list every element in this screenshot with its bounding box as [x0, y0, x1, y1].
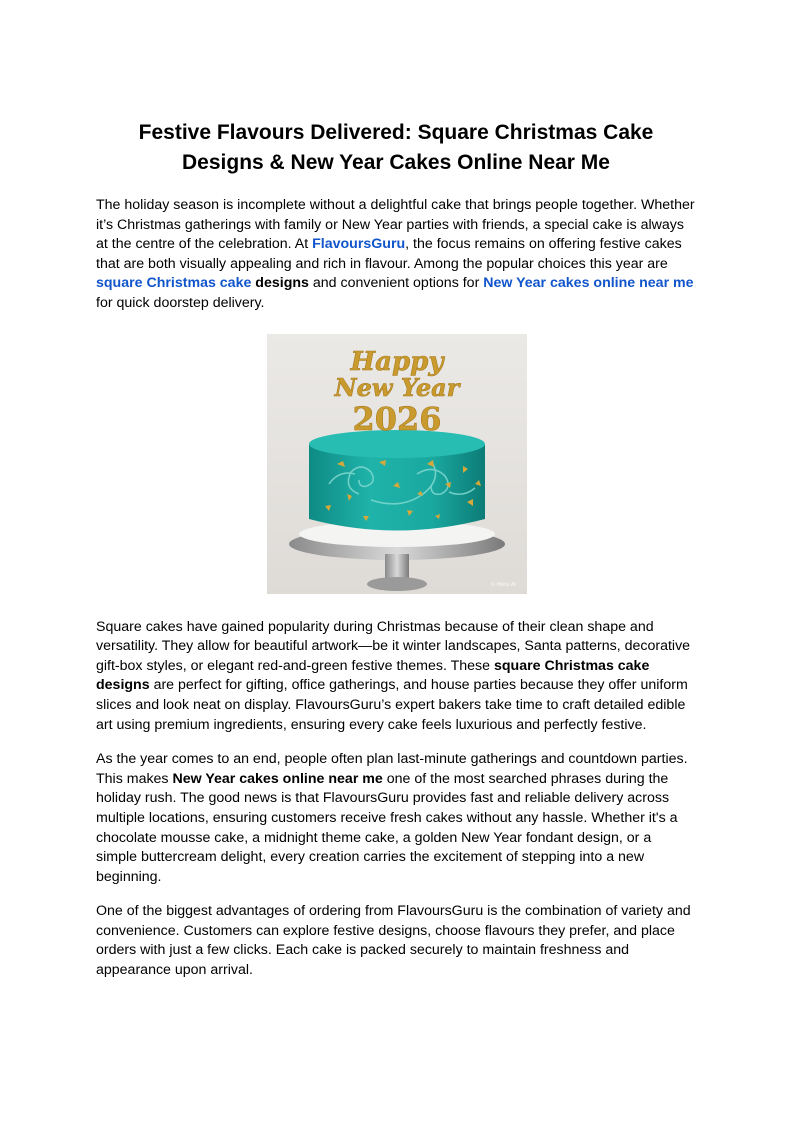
page-title: Festive Flavours Delivered: Square Christmas Cake Designs & New Year Cakes Online Near Me	[138, 121, 654, 174]
document-page	[96, 118, 696, 981]
paragraph-advantages	[96, 902, 696, 980]
intro-paragraph	[96, 196, 696, 314]
new-year-cake-illustration	[267, 334, 527, 594]
intro-designs-bold: designs	[251, 275, 309, 292]
square-christmas-cake-link[interactable]: square Christmas cake	[96, 275, 252, 292]
intro-text-5: for quick doorstep delivery.	[96, 294, 265, 311]
para3-text-2: one of the most searched phrases during the holiday rush. The good news is that FlavoursGuru provides fast and reliable delivery across multiple locations, ensuring customers receive fresh cakes without any hassle. Whether it's a chocolate mousse cake, a midnight theme cake, a golden New Year fondant design, or a simple buttercream delight, every creation carries the excitement of stepping into a new beginning.	[96, 770, 678, 885]
para2-text-2: are perfect for gifting, office gatherings, and house parties because they offer uniform slices and look neat on display. FlavoursGuru’s expert bakers take time to craft detailed edible art using premium ingredients, ensuring every cake feels luxurious and perfectly festive.	[96, 677, 688, 733]
intro-text-4: and convenient options for	[308, 275, 484, 292]
para2-bold: square Christmas cake designs	[96, 657, 650, 694]
paragraph-square-cakes	[96, 618, 696, 736]
para3-bold: New Year cakes online near me	[172, 770, 383, 787]
new-year-cakes-link[interactable]: New Year cakes online near me	[483, 275, 694, 292]
para4-text-1: One of the biggest advantages of ordering from FlavoursGuru is the combination of variety and convenience. Customers can explore festive designs, choose flavours they prefer, and place orders with just a few clicks. Each cake is packed securely to maintain freshness and appearance upon arrival.	[96, 903, 691, 979]
image-watermark: © Meta AI	[490, 581, 516, 588]
paragraph-new-year-cakes	[96, 750, 696, 887]
topper-new-year: New Year	[334, 372, 460, 402]
flavoursguru-link[interactable]: FlavoursGuru	[312, 236, 406, 253]
intro-text-1: The holiday season is incomplete without a delightful cake that brings people together. Whether it’s Christmas gatherings with family or New Year parties with friends, a special cake is always at the centre of the celebration. At	[96, 197, 695, 253]
topper-year: 2026	[352, 399, 442, 438]
para3-text-1: As the year comes to an end, people often plan last-minute gatherings and countdown parties. This makes	[96, 751, 688, 787]
para2-text-1: Square cakes have gained popularity during Christmas because of their clean shape and versatility. They allow for beautiful artwork—be it winter landscapes, Santa patterns, decorative gift-box styles, or elegant red-and-green festive themes. These	[96, 618, 691, 674]
intro-text-2: , the focus remains on offering festive cakes that are both visually appealing and rich in flavour. Among the popular choices this year are	[96, 236, 682, 272]
topper-happy: Happy	[350, 346, 444, 377]
cake-image	[267, 334, 527, 594]
